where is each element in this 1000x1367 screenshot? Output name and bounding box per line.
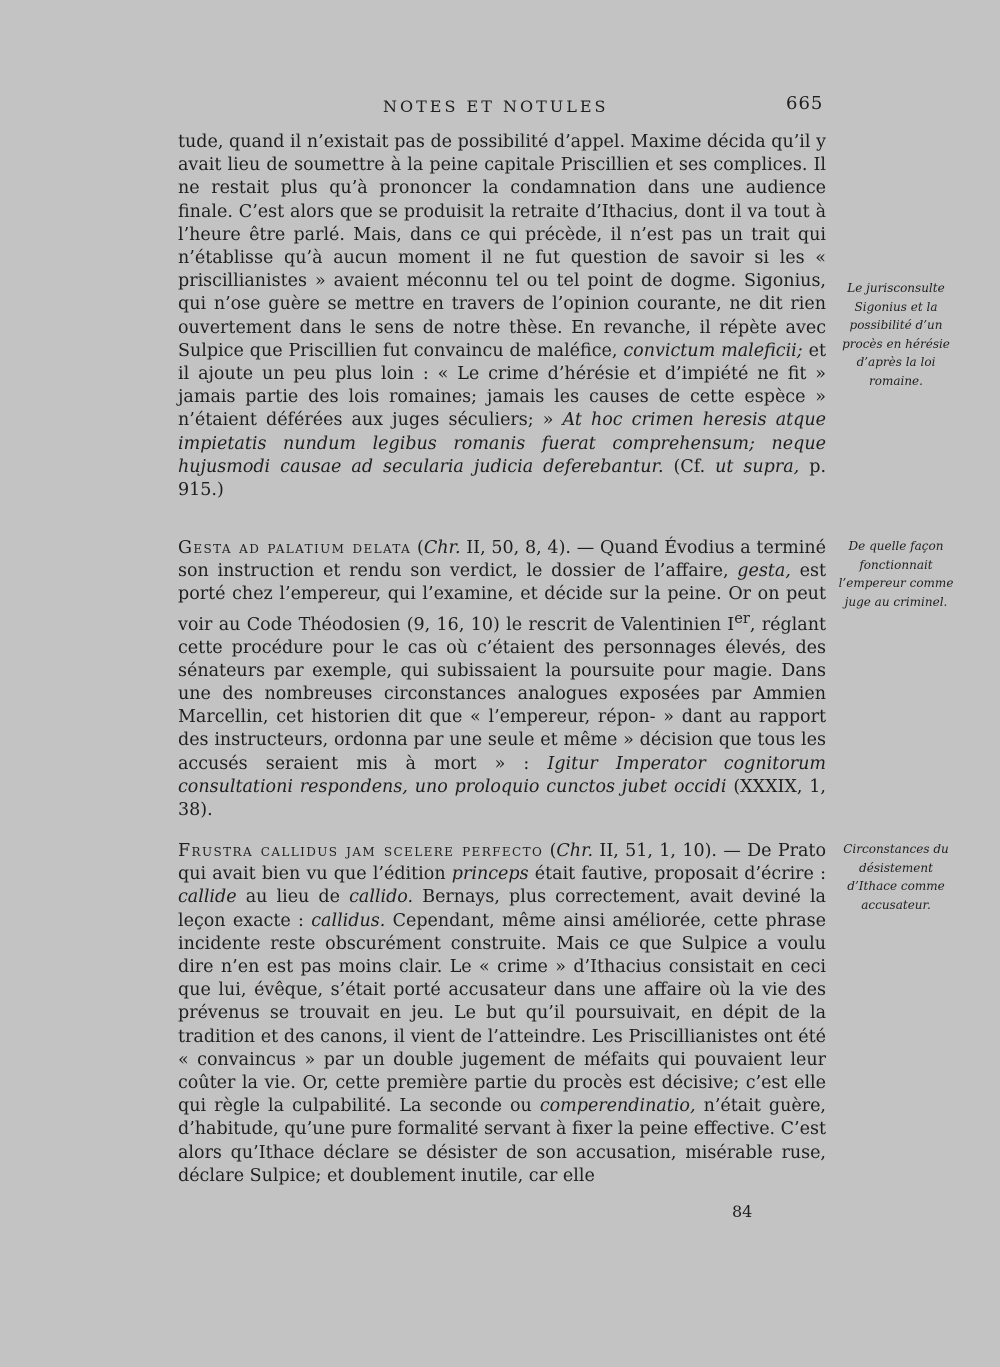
paragraph-3-text-4: Cependant, même ainsi améliorée, cette phrase incidente reste obscurément construite. Mais ce que Sulpice a voulu dire n’en est pas moins clair. Le « crime » d’Ithacius consistait en ceci que lui, évêque, s’était porté accusateur dans une affaire où la vie des prévenus se trouvait en jeu. Le but qu’il poursuivait, en dépit de la tradition et des canons, il vient de l’atteindre. Les Priscillianistes ont été « convaincus » par un double jugement de méfaits qui pouvaient leur coûter la vie. Or, cette première partie du procès est décisive; c’est elle qui règle la culpabilité. La seconde ou <box>178 910 826 1117</box>
paragraph-3-heading: Frustra callidus jam scelere perfecto <box>178 841 544 861</box>
paragraph-3-ref-italic: Chr. <box>556 841 594 861</box>
page-number: 665 <box>786 93 824 114</box>
paragraph-1-latin-quote: At hoc crimen heresis atque impietatis nundum legibus romanis fuerat comprehensum; neque hujusmodi causae ad secularia judicia deferebantur. <box>178 410 826 477</box>
paragraph-3-text-2: au lieu de <box>236 887 350 908</box>
paragraph-3-text-5: n’était guère, d’habitude, qu’une pure formalité servant à fixer la peine effective. C’est alors qu’Ithace déclare se désister de son accusation, misérable ruse, déclare Sulpice; et doublement inutile, car elle <box>178 1096 826 1186</box>
margin-note-sigonius: Le jurisconsulte Sigonius et la possibilité d’un procès en hérésie d’après la loi romaine. <box>842 281 950 388</box>
paragraph-2-text-2: , réglant cette procédure pour le cas où c’étaient des personnages élevés, des sénateurs par exemple, qui subissaient la poursuite pour magie. Dans une des nombreuses circonstances analogues exposées par Ammien Marcellin, cet historien dit que « l’empereur, répon- » dant au rapport des instructeurs, ordonna par une seule et même » décision que tous les accusés seraient mis à mort » : <box>178 614 826 774</box>
paragraph-1 <box>178 131 826 502</box>
paragraph-3-italic-1: princeps <box>451 864 529 885</box>
paragraph-3-text-1: était fautive, proposait d’écrire : <box>528 864 826 885</box>
paragraph-2-heading: Gesta ad palatium delata <box>178 538 412 558</box>
paragraph-3 <box>178 840 826 1188</box>
paragraph-1-text-4: p. 915.) <box>178 456 827 501</box>
paragraph-2-text-3: (XXXIX, 1, 38). <box>178 776 826 821</box>
signature-mark: 84 <box>732 1202 753 1221</box>
paragraph-2-italic-1: gesta, <box>737 561 791 582</box>
paragraph-3-italic-2: callide <box>178 887 237 908</box>
paragraph-3-italic-4: callidus. <box>311 910 386 931</box>
running-title: NOTES ET NOTULES <box>383 97 609 116</box>
paragraph-2-ref-italic: Chr. <box>423 538 461 558</box>
paragraph-1-text: tude, quand il n’existait pas de possibilité d’appel. Maxime décida qu’il y avait lieu de soumettre à la peine capitale Priscillien et ses complices. Il ne restait plus qu’à prononcer la condamnation dans une audience finale. C’est alors que se produisit la retraite d’Ithacius, dont il va tout à l’heure être parlé. Mais, dans ce qui précède, il n’est pas un trait qui n’établisse qu’à aucun moment il ne fut question de savoir si les « priscillianistes » avaient méconnu tel ou tel point de dogme. Sigonius, qui n’ose guère se mettre en travers de l’opinion courante, ne dit rien ouvertement dans le sens de notre thèse. En revanche, il répète avec Sulpice que Priscillien fut convaincu de maléfice, <box>178 132 826 361</box>
paragraph-2-ref-open: ( <box>411 538 424 558</box>
paragraph-1-latin-3: ut supra, <box>715 456 800 477</box>
paragraph-1-text-3: (Cf. <box>663 456 716 477</box>
paragraph-3-italic-5: comperendinatio, <box>539 1096 696 1117</box>
paragraph-2-superscript: er <box>734 609 750 627</box>
paragraph-2-text-1: est porté chez l’empereur, qui l’examine, et décide sur la peine. Or on peut voir au Code Théodosien (9, 16, 10) le rescrit de Valentinien I <box>178 561 826 635</box>
paragraph-3-italic-3: callido. <box>349 887 414 908</box>
paragraph-3-ref-open: ( <box>543 841 557 861</box>
paragraph-1-latin-1: convictum maleficii; <box>623 340 803 361</box>
paragraph-1-text-2: et il ajoute un peu plus loin : « Le crime d’hérésie et d’impiété ne fit » jamais partie des lois romaines; jamais les causes de cette espèce » n’étaient déférées aux juges séculiers; » <box>178 340 826 431</box>
margin-note-ithace: Circonstances du désistement d’Ithace comme accusateur. <box>843 842 949 912</box>
paragraph-2 <box>178 537 826 822</box>
paragraph-3-ref-rest: II, 51, 1, 10). — De Prato qui avait bien vu que l’édition <box>178 841 827 885</box>
paragraph-2-ref-rest: II, 50, 8, 4). — Quand Évodius a terminé son instruction et rendu son verdict, le dossier de l’affaire, <box>178 538 826 582</box>
paragraph-2-latin-quote: Igitur Imperator cognitorum consultationi respondens, uno proloquio cunctos jubet occidi <box>178 753 826 797</box>
margin-note-empereur: De quelle façon fonctionnait l’empereur comme juge au criminel. <box>838 539 954 609</box>
paragraph-3-text-3: Bernays, plus correctement, avait deviné la leçon exacte : <box>178 887 826 931</box>
